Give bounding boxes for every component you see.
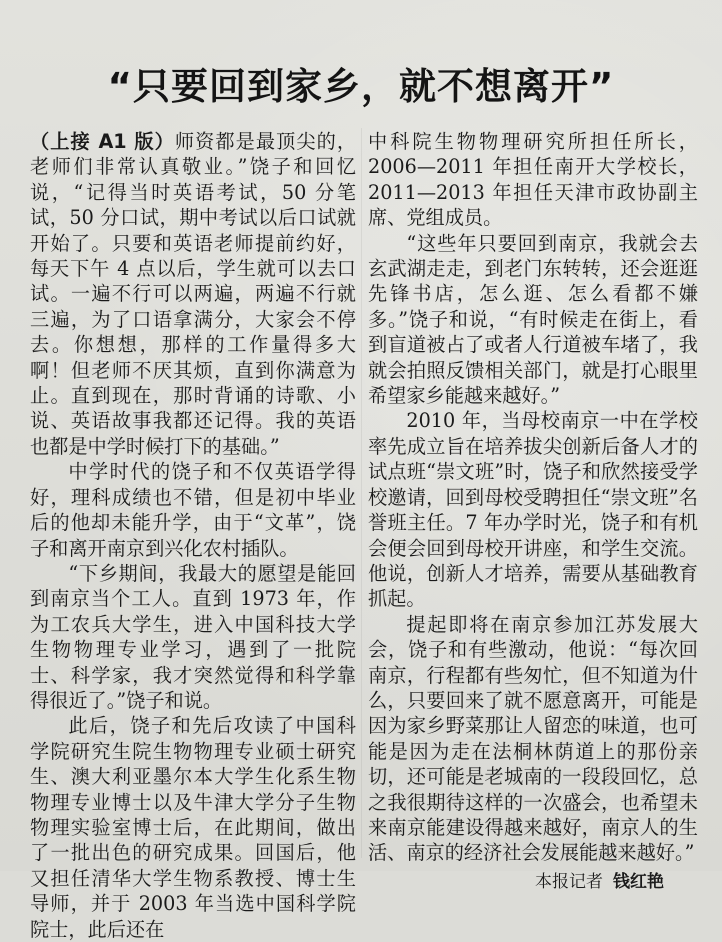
- byline-author: 钱红艳: [613, 871, 664, 892]
- paragraph: “这些年只要回到南京，我就会去玄武湖走走，到老门东转转，还会逛逛先锋书店，怎么逛、怎么看都不嫌多。”饶子和说，“有时候走在街上，看到盲道被占了或者人行道被车堵了，我就会拍照反馈相关部门，就是打心眼里希望家乡能越来越好。”: [368, 231, 698, 408]
- paragraph-text: 师资都是最顶尖的，老师们非常认真敬业。”饶子和回忆说，“记得当时英语考试，50 分笔试，50 分口试，期中考试以后口试就开始了。只要和英语老师提前约好，每天下午 4 点以后，学生就可以去口试。一遍不行可以两遍，两遍不行就三遍，为了口语拿满分，大家会不停去。你想想，那样的工作量得多大啊！但老师不厌其烦，直到你满意为止。直到现在，那时背诵的诗歌、小说、英语故事我都还记得。我的英语也都是中学时候打下的基础。”: [30, 130, 357, 458]
- paragraph: 此后，饶子和先后攻读了中国科学院研究生院生物物理专业硕士研究生、澳大利亚墨尔本大学生化系生物物理专业博士以及牛津大学分子生物物理实验室博士后，在此期间，做出了一批出色的研究成果。回国后，他又担任清华大学生物系教授、博士生导师，并于 2003 年当选中国科学院院士，此后还在: [30, 714, 356, 941]
- paragraph: 中科院生物物理研究所担任所长，2006—2011 年担任南开大学校长，2011—2013 年担任天津市政协副主席、党组成员。: [368, 130, 698, 230]
- continued-from-tag: （上接 A1 版）: [30, 130, 175, 153]
- column-divider: [361, 128, 362, 858]
- left-column: [30, 129, 356, 942]
- article-headline: “只要回到家乡，就不想离开”: [107, 65, 615, 108]
- byline-label: 本报记者: [535, 871, 603, 892]
- paragraph: “下乡期间，我最大的愿望是能回到南京当个工人。直到 1973 年，作为工农兵大学生，进入中国科技大学生物物理专业学习，遇到了一批院士、科学家，我才突然觉得和科学靠得很近了。”饶子和说。: [30, 561, 356, 712]
- right-column: [368, 129, 698, 895]
- paragraph: 2010 年，当母校南京一中在学校率先成立旨在培养拔尖创新后备人才的试点班“崇文班”时，饶子和欣然接受学校邀请，回到母校受聘担任“崇文班”名誉班主任。7 年办学时光，饶子和有机会便会回到母校开讲座，和学生交流。他说，创新人才培养，需要从基础教育抓起。: [368, 409, 698, 611]
- paragraph: 中学时代的饶子和不仅英语学得好，理科成绩也不错，但是初中毕业后的他却未能升学，由于“文革”，饶子和离开南京到兴化农村插队。: [30, 460, 356, 560]
- paragraph: 提起即将在南京参加江苏发展大会，饶子和有些激动，他说：“每次回南京，行程都有些匆忙，但不知道为什么，只要回来了就不愿意离开，可能是因为家乡野菜那让人留恋的味道，也可能是因为走在法桐林荫道上的那份亲切，还可能是老城南的一段段回忆，总之我很期待这样的一次盛会，也希望未来南京能建设得越来越好，南京人的生活、南京的经济社会发展能越来越好。”: [368, 612, 698, 865]
- paragraph: [30, 129, 356, 459]
- byline: [368, 870, 698, 895]
